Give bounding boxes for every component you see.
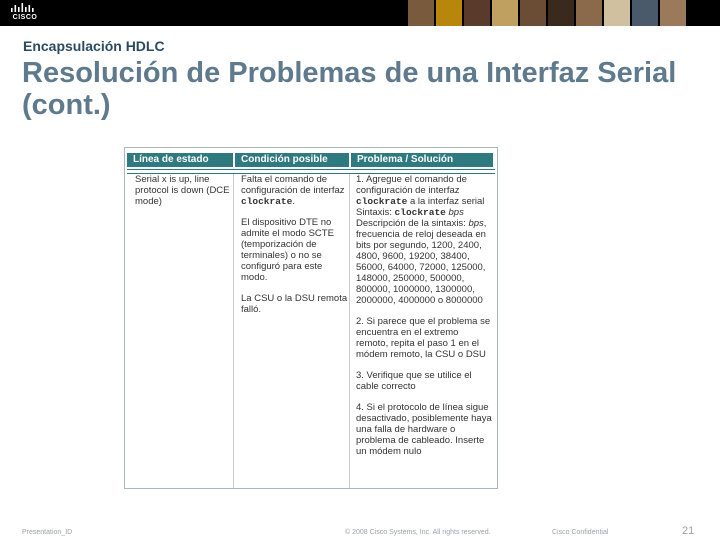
page-number: 21 <box>682 525 695 537</box>
cisco-logo <box>8 3 42 23</box>
condition-2: El dispositivo DTE no admite el modo SCTE (temporización de terminales) o no se configuró para este modo. <box>241 217 334 283</box>
troubleshooting-table <box>124 147 498 489</box>
status-line-text: Serial x is up, line protocol is down (DCE mode) <box>135 174 230 207</box>
header-photo <box>492 0 518 26</box>
header-photo <box>408 0 434 26</box>
column-divider <box>233 174 234 488</box>
solution-3: 3. Verifique que se utilice el cable correcto <box>356 370 472 392</box>
footer-confidential: Cisco Confidential <box>552 529 609 536</box>
header-photo <box>660 0 686 26</box>
footer-copyright: © 2008 Cisco Systems, Inc. All rights reserved. <box>345 529 491 536</box>
table-header-row <box>127 153 495 167</box>
header-photo <box>520 0 546 26</box>
header-photo <box>464 0 490 26</box>
solutions-cell <box>356 174 492 488</box>
header-problem-solution: Problema / Solución <box>351 153 493 167</box>
condition-3: La CSU o la DSU remota falló. <box>241 293 348 315</box>
header-photo <box>576 0 602 26</box>
section-subtitle: Encapsulación HDLC <box>23 38 165 54</box>
header-photo <box>436 0 462 26</box>
header-possible-condition: Condición posible <box>235 153 349 167</box>
solution-2: 2. Si parece que el problema se encuentra en el extremo remoto, repita el paso 1 en el módem remoto, la CSU o DSU <box>356 316 491 360</box>
conditions-cell <box>241 174 351 488</box>
header-photo <box>604 0 630 26</box>
logo-wordmark: CISCO <box>12 14 38 21</box>
footer-presentation-id: Presentation_ID <box>22 529 73 536</box>
header-photo-strip <box>408 0 688 26</box>
condition-1: Falta el comando de configuración de interfaz clockrate. <box>241 174 345 207</box>
solution-1: 1. Agregue el comando de configuración de interfaz clockrate a la interfaz serial Sintaxis: clockrate bps Descripción de la sintaxis: bps, frecuencia de reloj deseada en bits por segundo, 1200, 2400, 4800, 9600, 19200, 38400, 56000, 64000, 72000, 125000, 148000, 250000, 500000, 800000, 1000000, 1300000, 2000000, 4000000 o 8000000 <box>356 174 487 306</box>
header-photo <box>548 0 574 26</box>
header-status-line: Línea de estado <box>127 153 233 167</box>
status-line-cell <box>135 174 231 488</box>
header-photo <box>632 0 658 26</box>
header-banner <box>0 0 720 26</box>
slide-title: Resolución de Problemas de una Interfaz Serial (cont.) <box>22 57 677 121</box>
solution-4: 4. Si el protocolo de línea sigue desactivado, posiblemente haya una falla de hardware o problema de cableado. Inserte un módem nulo <box>356 402 492 457</box>
